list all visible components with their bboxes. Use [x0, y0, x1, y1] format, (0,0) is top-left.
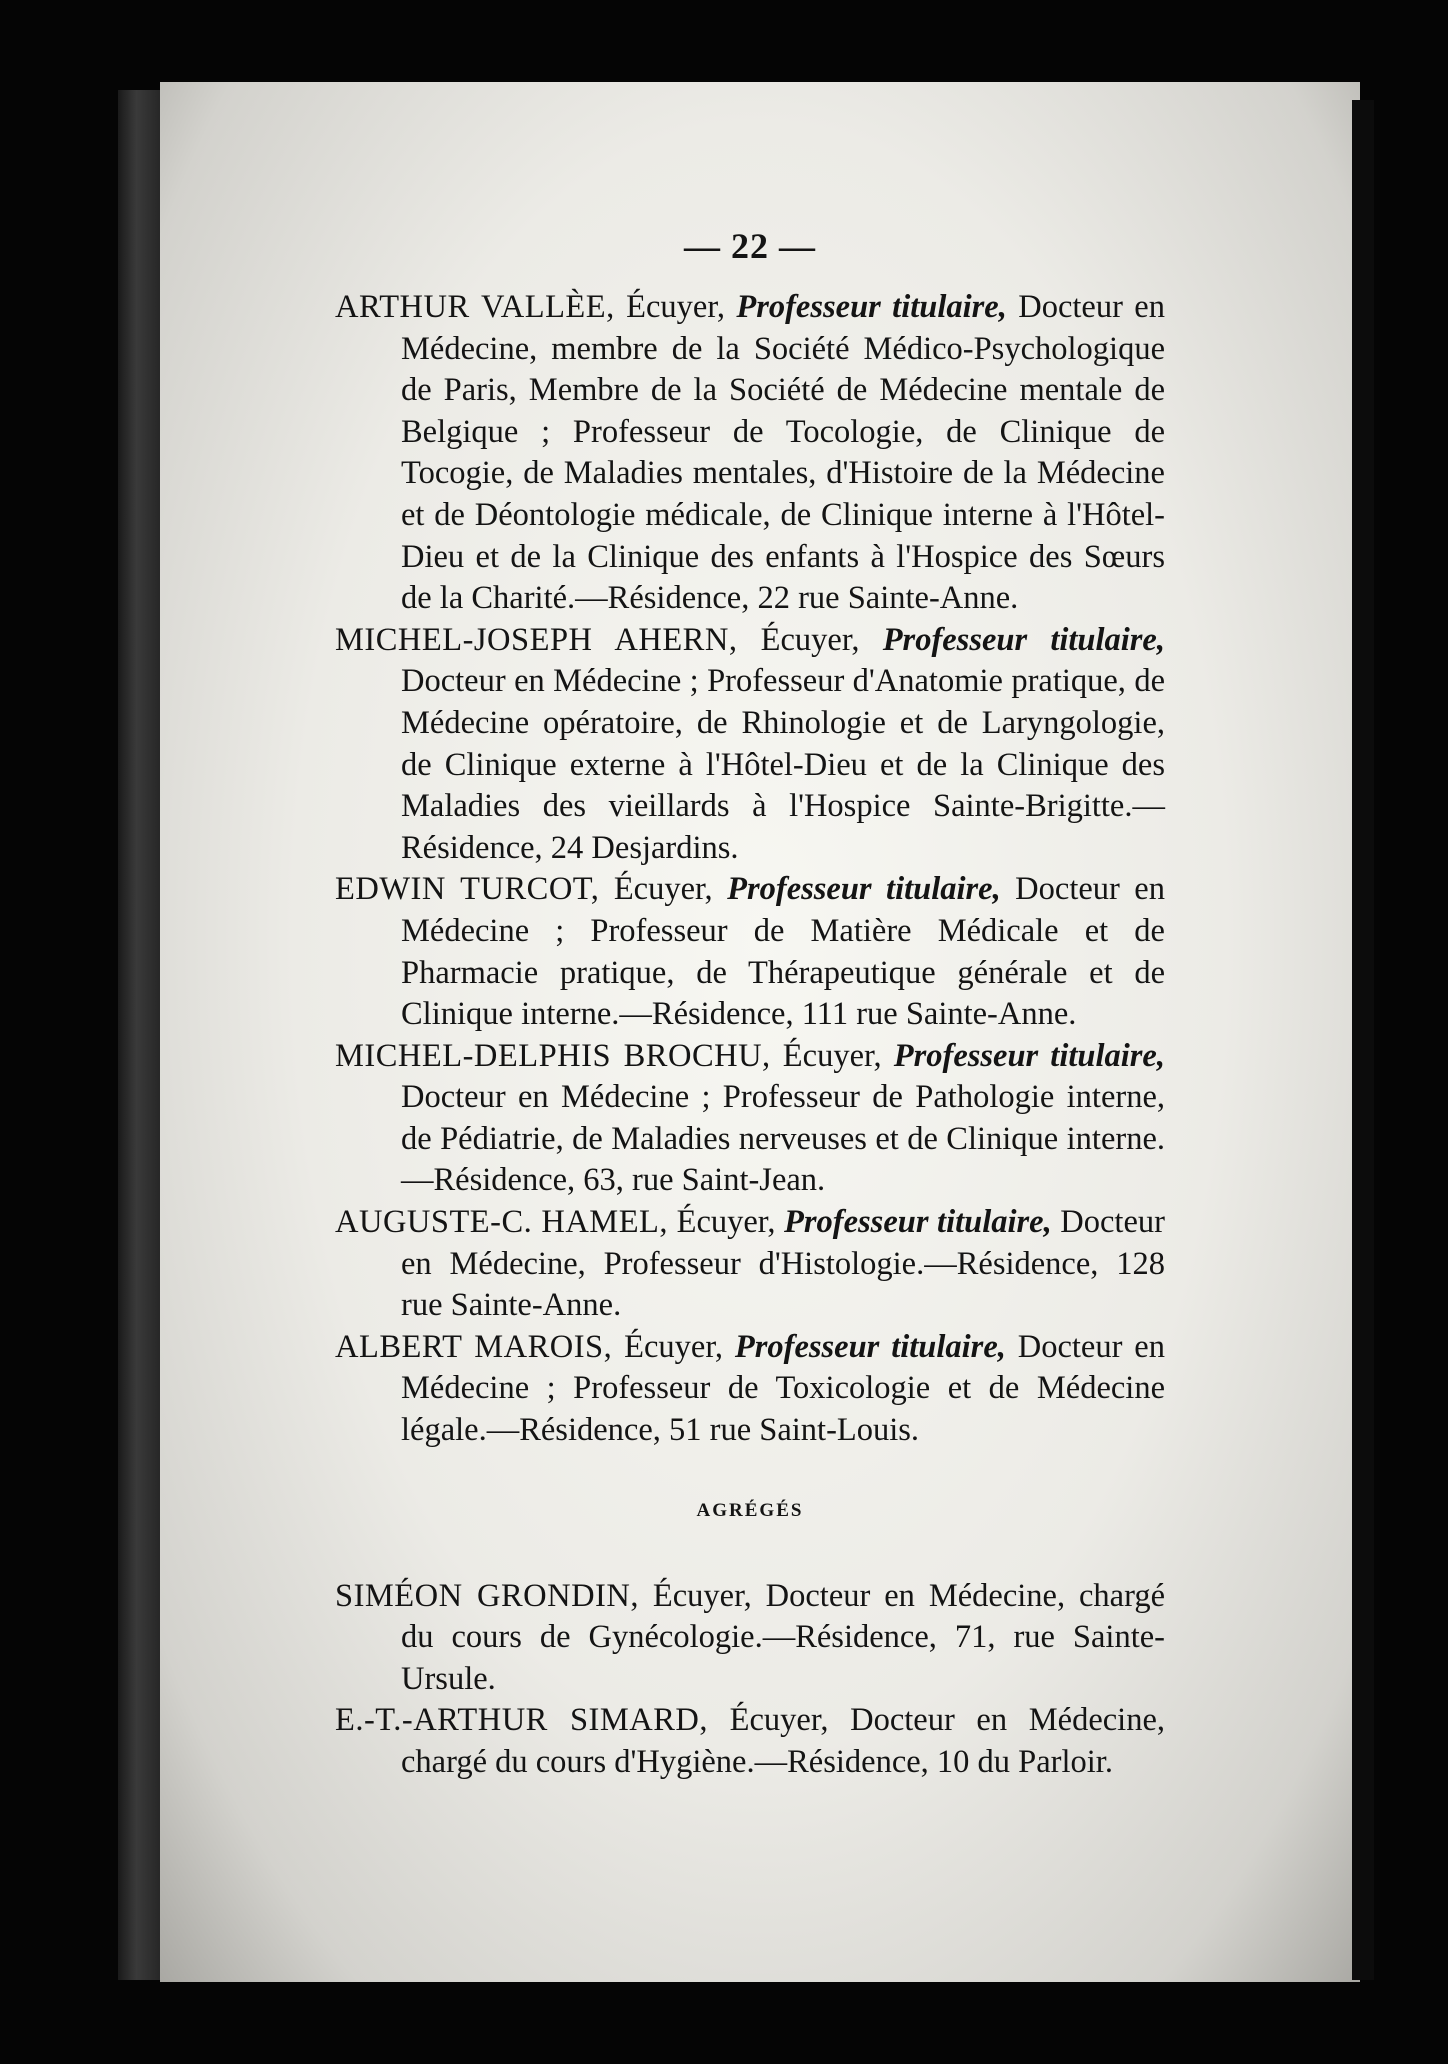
section-heading-agreges: AGRÉGÉS [696, 1499, 804, 1521]
entry-title: Écuyer, [737, 621, 883, 658]
entry-role: Professeur titulaire, [882, 621, 1165, 658]
entry-title: Écuyer, [668, 1204, 785, 1241]
entry-title: Écuyer, [612, 1328, 735, 1365]
entry-details: Docteur en Médecine ; Professeur d'Anatomie pratique, de Médecine opératoire, de Rhinologie et de Laryngologie, de Clinique externe à l'Hôtel-Dieu et de la Clinique des Maladies des vieillards à l'Hospice Sainte-Brigitte.—Résidence, 24 Desjardins. [401, 663, 1165, 866]
entry-role: Professeur titulaire, [734, 1328, 1006, 1365]
entry-details: Docteur en Médecine, membre de la Société Médico-Psychologique de Paris, Membre de la Société de Médecine mentale de Belgique ; Professeur de Tocologie, de Clinique de Tocogie, de Maladies mentales, d'Histoire de la Médecine et de Déontologie médicale, de Clinique interne à l'Hôtel-Dieu et de la Clinique des enfants à l'Hospice des Sœurs de la Charité.—Résidence, 22 rue Sainte-Anne. [401, 289, 1165, 617]
entry-name: MICHEL-JOSEPH AHERN, [335, 621, 738, 658]
entry-details: Écuyer, Docteur en Médecine, chargé du cours de Gynécologie.—Résidence, 71, rue Sainte-Ursule. [401, 1577, 1165, 1697]
page-number: — 22 — [684, 226, 816, 266]
entry-michel-delphis-brochu [335, 1036, 1165, 1202]
entry-title: Écuyer, [770, 1037, 894, 1074]
entry-albert-marois [335, 1327, 1165, 1452]
entry-arthur-simard [335, 1700, 1165, 1783]
entry-details: Docteur en Médecine ; Professeur de Matière Médicale et de Pharmacie pratique, de Thérapeutique générale et de Clinique interne.—Résidence, 111 rue Sainte-Anne. [401, 871, 1165, 1033]
book-spine [118, 90, 164, 1980]
entry-name: ARTHUR VALLÈE, [335, 289, 615, 325]
entry-role: Professeur titulaire, [736, 289, 1007, 325]
page-content [335, 225, 1165, 1784]
entry-name: E.-T.-ARTHUR SIMARD, [335, 1702, 709, 1739]
entry-role: Professeur titulaire, [893, 1037, 1165, 1074]
entry-name: AUGUSTE-C. HAMEL, [335, 1204, 669, 1241]
entry-arthur-vallee [335, 287, 1165, 620]
entry-details: Docteur en Médecine ; Professeur de Toxicologie et de Médecine légale.—Résidence, 51 rue Saint-Louis. [401, 1328, 1165, 1449]
entry-auguste-hamel [335, 1202, 1165, 1327]
entry-edwin-turcot [335, 869, 1165, 1035]
page-edge-shadow [1352, 100, 1374, 1980]
entry-details: Écuyer, Docteur en Médecine, chargé du cours d'Hygiène.—Résidence, 10 du Parloir. [401, 1702, 1165, 1780]
entry-name: MICHEL-DELPHIS BROCHU, [335, 1037, 771, 1074]
entry-title: Écuyer, [599, 871, 728, 908]
entry-details: Docteur en Médecine ; Professeur de Pathologie interne, de Pédiatrie, de Maladies nerveuses et de Clinique interne.—Résidence, 63, rue Saint-Jean. [401, 1079, 1165, 1199]
entry-name: SIMÉON GRONDIN, [335, 1577, 639, 1614]
entry-name: EDWIN TURCOT, [335, 871, 600, 908]
entry-michel-joseph-ahern [335, 620, 1165, 870]
entry-details: Docteur en Médecine, Professeur d'Histologie.—Résidence, 128 rue Sainte-Anne. [401, 1204, 1165, 1324]
entry-title: Écuyer, [614, 289, 737, 325]
entry-role: Professeur titulaire, [727, 871, 1001, 908]
entry-role: Professeur titulaire, [784, 1204, 1052, 1241]
entry-simeon-grondin [335, 1576, 1165, 1701]
entry-name: ALBERT MAROIS, [335, 1328, 613, 1365]
